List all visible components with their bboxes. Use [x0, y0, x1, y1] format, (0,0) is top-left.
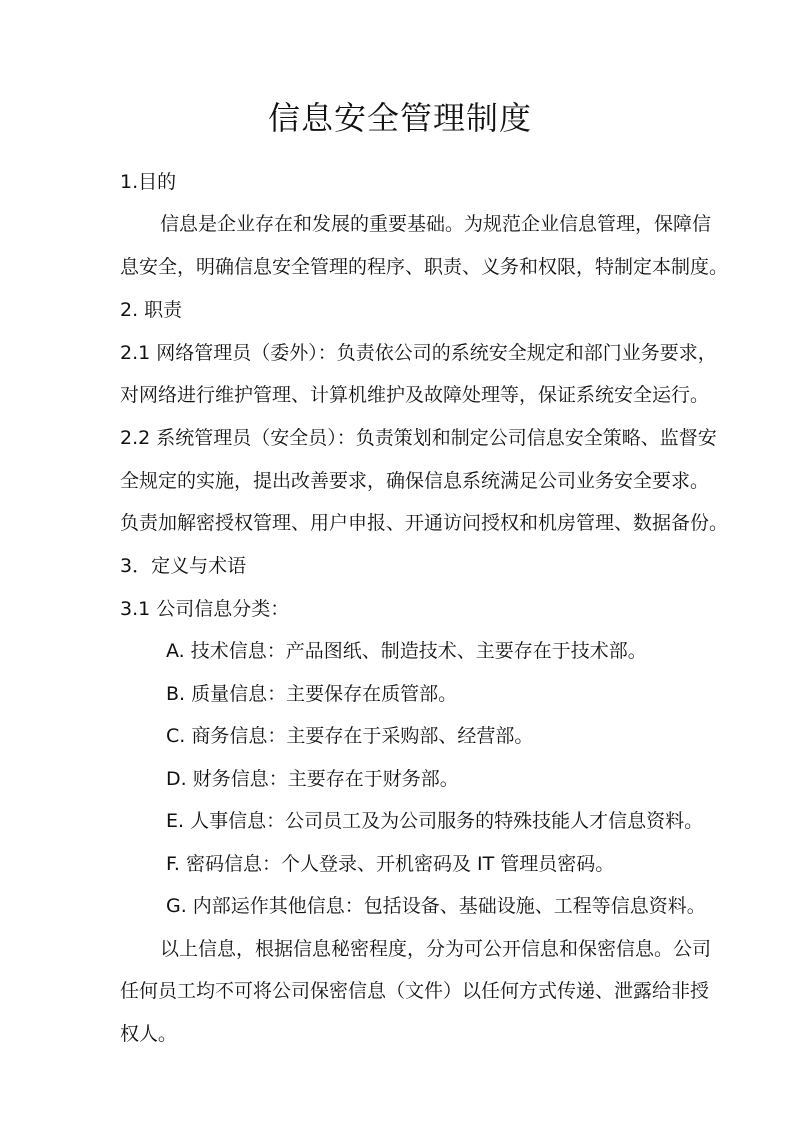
duty-network-admin-line: 2.1 网络管理员（委外）：负责依公司的系统安全规定和部门业务要求， [120, 342, 717, 364]
classification-item: B. 质量信息：主要保存在质管部。 [166, 683, 458, 705]
document-title: 信息安全管理制度 [267, 99, 532, 137]
classification-item: F. 密码信息：个人登录、开机密码及 IT 管理员密码。 [166, 853, 615, 875]
duty-network-admin-line: 对网络进行维护管理、计算机维护及故障处理等，保证系统安全运行。 [120, 384, 710, 406]
classification-item: C. 商务信息：主要存在于采购部、经营部。 [166, 725, 534, 747]
classification-item: D. 财务信息：主要存在于财务部。 [166, 768, 459, 790]
classification-item: G. 内部运作其他信息：包括设备、基础设施、工程等信息资料。 [166, 895, 706, 917]
closing-paragraph-line: 任何员工均不可将公司保密信息（文件）以任何方式传递、泄露给非授 [120, 980, 710, 1002]
section-heading-duties: 2. 职责 [120, 299, 183, 321]
closing-paragraph-line: 权人。 [120, 1023, 178, 1045]
section-heading-purpose: 1.目的 [120, 171, 177, 193]
classification-item: E. 人事信息：公司员工及为公司服务的特殊技能人才信息资料。 [166, 810, 704, 832]
classification-item: A. 技术信息：产品图纸、制造技术、主要存在于技术部。 [166, 640, 647, 662]
duty-system-admin-line: 负责加解密授权管理、用户申报、开通访问授权和机房管理、数据备份。 [120, 512, 729, 534]
closing-paragraph-line: 以上信息，根据信息秘密程度，分为可公开信息和保密信息。公司 [160, 938, 712, 960]
purpose-paragraph-line: 信息是企业存在和发展的重要基础。为规范企业信息管理，保障信 [160, 213, 712, 235]
purpose-paragraph-line: 息安全，明确信息安全管理的程序、职责、义务和权限，特制定本制度。 [120, 256, 729, 278]
subsection-heading-classification: 3.1 公司信息分类： [120, 598, 290, 620]
duty-system-admin-line: 全规定的实施，提出改善要求，确保信息系统满足公司业务安全要求。 [120, 470, 710, 492]
duty-system-admin-line: 2.2 系统管理员（安全员）：负责策划和制定公司信息安全策略、监督安 [120, 427, 717, 449]
section-heading-definitions: 3．定义与术语 [120, 555, 247, 577]
